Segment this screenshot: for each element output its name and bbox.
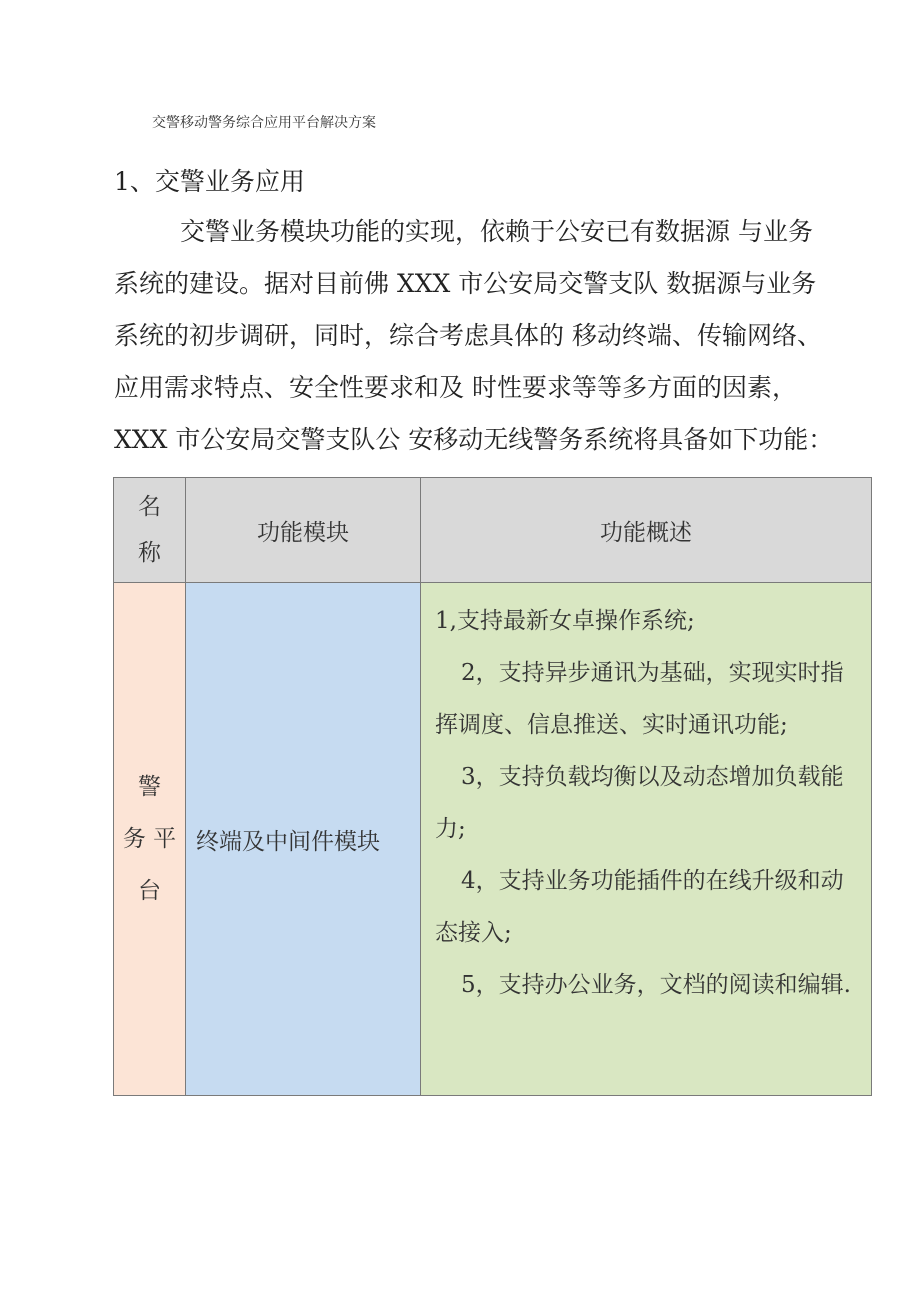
- header-name-cell: [114, 478, 186, 583]
- overview-list: [421, 583, 871, 1095]
- intro-paragraph: [114, 206, 874, 466]
- platform-name-cell: [114, 583, 186, 1096]
- platform-name-line: 务 平: [122, 826, 177, 852]
- overview-cell: [421, 583, 872, 1096]
- paragraph-line: XXX 市公安局交警支队公 安移动无线警务系统将具备如下功能：: [114, 425, 834, 454]
- paragraph-line: 系统的初步调研，同时，综合考虑具体的 移动终端、传输网络、: [114, 321, 822, 350]
- header-name-line: 称: [138, 540, 161, 566]
- overview-item: 1,支持最新女卓操作系统;: [435, 608, 695, 634]
- module-cell: 终端及中间件模块: [186, 583, 421, 1096]
- overview-item: 4，支持业务功能插件的在线升级和动态接入;: [435, 868, 844, 946]
- overview-item: 3，支持负载均衡以及动态增加负载能力;: [435, 764, 844, 842]
- paragraph-line: 交警业务模块功能的实现，依赖于公安已有数据源 与业务: [180, 217, 813, 246]
- header-module-cell: 功能模块: [186, 478, 421, 583]
- section-title: 1、交警业务应用: [114, 167, 305, 196]
- header-name-line: 名: [138, 494, 161, 520]
- overview-item: 2，支持异步通讯为基础，实现实时指挥调度、信息推送、实时通讯功能;: [435, 660, 844, 738]
- paragraph-line: 系统的建设。据对目前佛 XXX 市公安局交警支队 数据源与业务: [114, 269, 817, 298]
- paragraph-line: 应用需求特点、安全性要求和及 时性要求等等多方面的因素，: [114, 373, 797, 402]
- overview-item: 5，支持办公业务，文档的阅读和编辑.: [461, 972, 851, 998]
- header-overview-cell: 功能概述: [421, 478, 872, 583]
- table-row: [114, 583, 872, 1096]
- function-table: [113, 477, 872, 1096]
- document-header: 交警移动警务综合应用平台解决方案: [152, 115, 376, 131]
- table-header-row: [114, 478, 872, 583]
- platform-name-line: 台: [138, 878, 161, 904]
- platform-name-line: 警: [138, 774, 161, 800]
